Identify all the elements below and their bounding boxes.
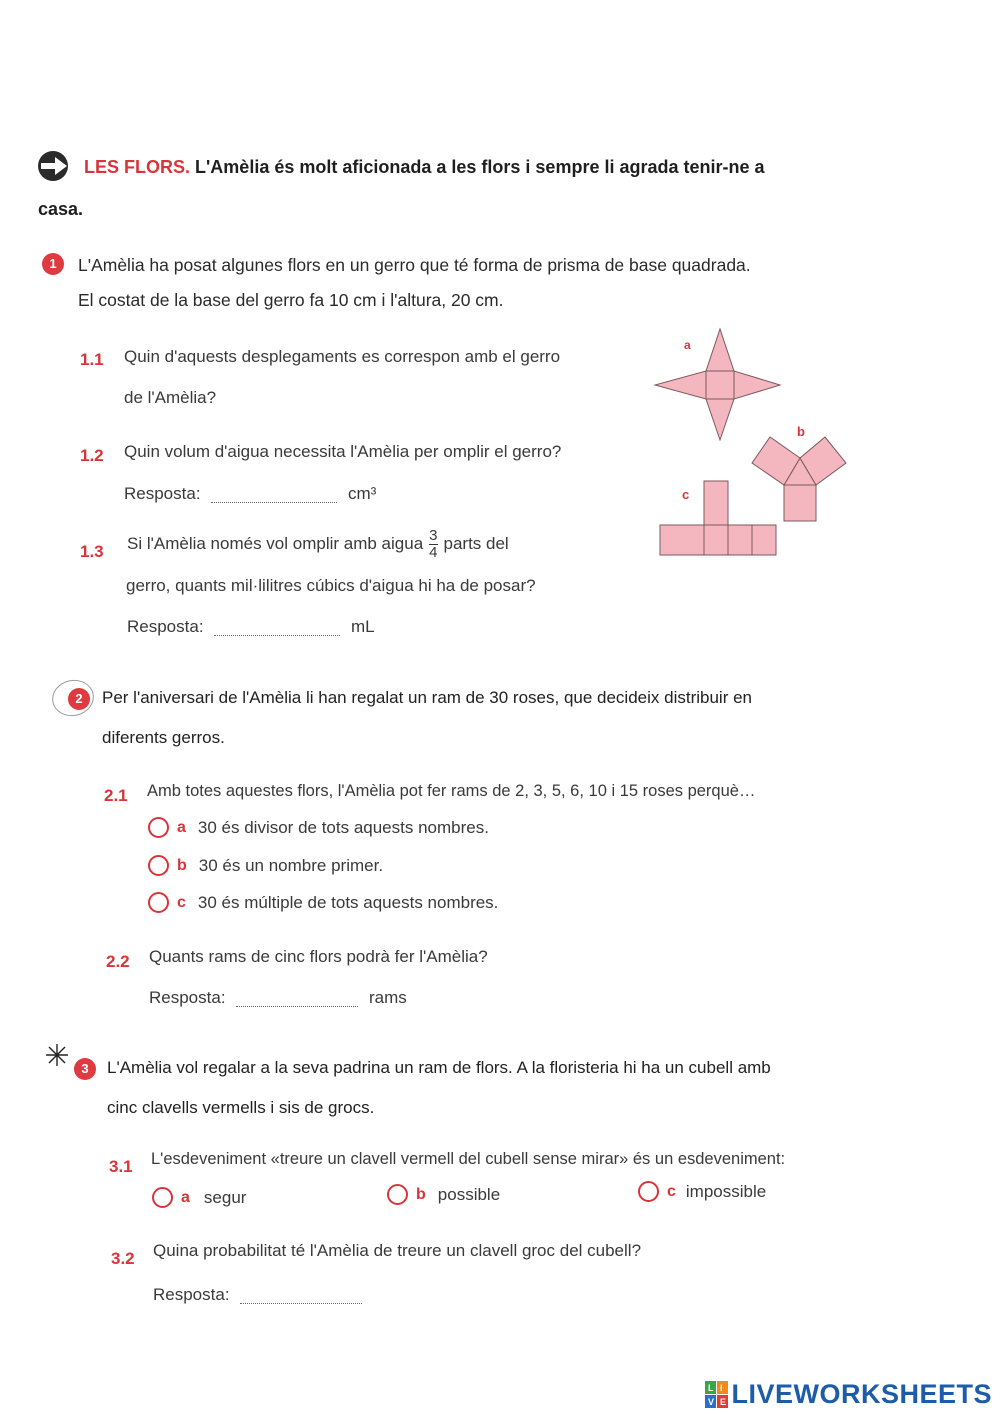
option-3-1-b[interactable] bbox=[387, 1184, 500, 1205]
option-text: segur bbox=[203, 1187, 247, 1207]
answer-row-3-2 bbox=[153, 1285, 368, 1305]
net-option-b bbox=[752, 437, 846, 521]
fraction-post-text: parts del bbox=[443, 534, 509, 553]
svg-text:E: E bbox=[720, 1396, 727, 1407]
answer-label: Resposta: bbox=[124, 484, 201, 503]
fraction bbox=[429, 528, 437, 561]
subquestion-number-1-3: 1.3 bbox=[80, 542, 104, 561]
option-text: 30 és múltiple de tots aquests nombres. bbox=[197, 892, 499, 912]
subquestion-number-1-1: 1.1 bbox=[80, 350, 104, 369]
option-3-1-a[interactable] bbox=[152, 1187, 246, 1208]
option-letter: a bbox=[181, 1188, 190, 1206]
question-2-text-continued: diferents gerros. bbox=[102, 728, 225, 747]
subquestion-1-3-text-continued: gerro, quants mil·lilitres cúbics d'aigua hi ha de posar? bbox=[126, 576, 536, 595]
answer-row-2-2 bbox=[149, 988, 407, 1008]
answer-row-1-3 bbox=[127, 617, 375, 637]
section-title: LES FLORS. bbox=[84, 157, 191, 177]
net-option-c bbox=[660, 481, 776, 555]
option-row-2-1-c[interactable] bbox=[148, 892, 498, 913]
unit-label: cm³ bbox=[348, 484, 377, 503]
option-letter: b bbox=[177, 856, 187, 874]
option-letter: c bbox=[667, 1182, 676, 1200]
option-row-2-1-a[interactable] bbox=[148, 817, 489, 838]
intro-text-continued: casa. bbox=[38, 199, 84, 219]
fraction-pre-text: Si l'Amèlia només vol omplir amb aigua bbox=[127, 534, 424, 553]
subquestion-number-3-2: 3.2 bbox=[111, 1249, 135, 1268]
svg-text:V: V bbox=[708, 1396, 715, 1407]
subquestion-number-3-1: 3.1 bbox=[109, 1157, 133, 1176]
svg-text:I: I bbox=[720, 1382, 723, 1393]
subquestion-2-2-text: Quants rams de cinc flors podrà fer l'Amèlia? bbox=[149, 947, 488, 966]
question-3-text-continued: cinc clavells vermells i sis de grocs. bbox=[107, 1098, 375, 1117]
radio-button[interactable] bbox=[638, 1181, 659, 1202]
question-badge-3: 3 bbox=[74, 1058, 96, 1080]
subquestion-1-1-text-continued: de l'Amèlia? bbox=[124, 388, 217, 407]
radio-button[interactable] bbox=[152, 1187, 173, 1208]
subquestion-3-1-text: L'esdeveniment «treure un clavell vermell del cubell sense mirar» és un esdeveniment: bbox=[151, 1150, 786, 1168]
option-text: 30 és un nombre primer. bbox=[198, 855, 384, 875]
subquestion-3-2-text: Quina probabilitat té l'Amèlia de treure un clavell groc del cubell? bbox=[153, 1241, 642, 1260]
intro-heading bbox=[84, 157, 765, 178]
brand-text: LIVEWORKSHEETS bbox=[731, 1379, 992, 1409]
answer-input-1-3[interactable] bbox=[214, 620, 340, 636]
question-2-text: Per l'aniversari de l'Amèlia li han regalat un ram de 30 roses, que decideix distribuir en bbox=[102, 688, 752, 707]
unit-label: mL bbox=[351, 617, 375, 636]
question-1-text: L'Amèlia ha posat algunes flors en un gerro que té forma de prisma de base quadrada. bbox=[78, 255, 751, 275]
answer-label: Resposta: bbox=[127, 617, 204, 636]
unit-label: rams bbox=[369, 988, 407, 1007]
liveworksheets-logo-icon bbox=[705, 1381, 729, 1409]
option-letter: a bbox=[177, 818, 186, 836]
star-icon bbox=[44, 1042, 70, 1068]
answer-input-1-2[interactable] bbox=[211, 487, 337, 503]
answer-label: Resposta: bbox=[149, 988, 226, 1007]
radio-button[interactable] bbox=[387, 1184, 408, 1205]
option-3-1-c[interactable] bbox=[638, 1181, 766, 1202]
subquestion-number-2-2: 2.2 bbox=[106, 952, 130, 971]
fraction-denominator: 4 bbox=[429, 543, 438, 561]
option-row-2-1-b[interactable] bbox=[148, 855, 383, 876]
fraction-numerator: 3 bbox=[429, 526, 438, 544]
subquestion-2-1-text: Amb totes aquestes flors, l'Amèlia pot fer rams de 2, 3, 5, 6, 10 i 15 roses perquè… bbox=[147, 782, 756, 800]
answer-input-3-2[interactable] bbox=[240, 1288, 362, 1304]
answer-label: Resposta: bbox=[153, 1285, 230, 1304]
net-option-a bbox=[655, 329, 780, 440]
subquestion-1-2-text: Quin volum d'aigua necessita l'Amèlia per omplir el gerro? bbox=[124, 442, 562, 461]
svg-text:L: L bbox=[708, 1382, 714, 1393]
footer-brand bbox=[705, 1379, 992, 1410]
option-letter: c bbox=[177, 893, 186, 911]
intro-text: L'Amèlia és molt aficionada a les flors i sempre li agrada tenir-ne a bbox=[195, 157, 765, 177]
radio-button[interactable] bbox=[148, 817, 169, 838]
net-label-c: c bbox=[682, 487, 690, 502]
prism-nets-figure bbox=[650, 325, 860, 565]
radio-button[interactable] bbox=[148, 892, 169, 913]
radio-button[interactable] bbox=[148, 855, 169, 876]
subquestion-1-1-text: Quin d'aquests desplegaments es correspon amb el gerro bbox=[124, 347, 561, 366]
subquestion-number-2-1: 2.1 bbox=[104, 786, 128, 805]
option-text: 30 és divisor de tots aquests nombres. bbox=[197, 817, 489, 837]
arrow-right-icon bbox=[37, 150, 71, 182]
answer-row-1-2 bbox=[124, 484, 376, 504]
question-badge-1: 1 bbox=[42, 253, 64, 275]
question-badge-2: 2 bbox=[68, 688, 90, 710]
net-label-a: a bbox=[684, 338, 691, 352]
question-1-text-continued: El costat de la base del gerro fa 10 cm i l'altura, 20 cm. bbox=[78, 290, 504, 310]
option-text: possible bbox=[437, 1184, 501, 1204]
net-label-b: b bbox=[797, 424, 805, 439]
subquestion-number-1-2: 1.2 bbox=[80, 446, 104, 465]
question-3-text: L'Amèlia vol regalar a la seva padrina un ram de flors. A la floristeria hi ha un cubell amb bbox=[107, 1058, 771, 1077]
subquestion-1-3-text bbox=[127, 524, 509, 564]
answer-input-2-2[interactable] bbox=[236, 991, 358, 1007]
option-letter: b bbox=[416, 1185, 426, 1203]
option-text: impossible bbox=[685, 1181, 767, 1201]
